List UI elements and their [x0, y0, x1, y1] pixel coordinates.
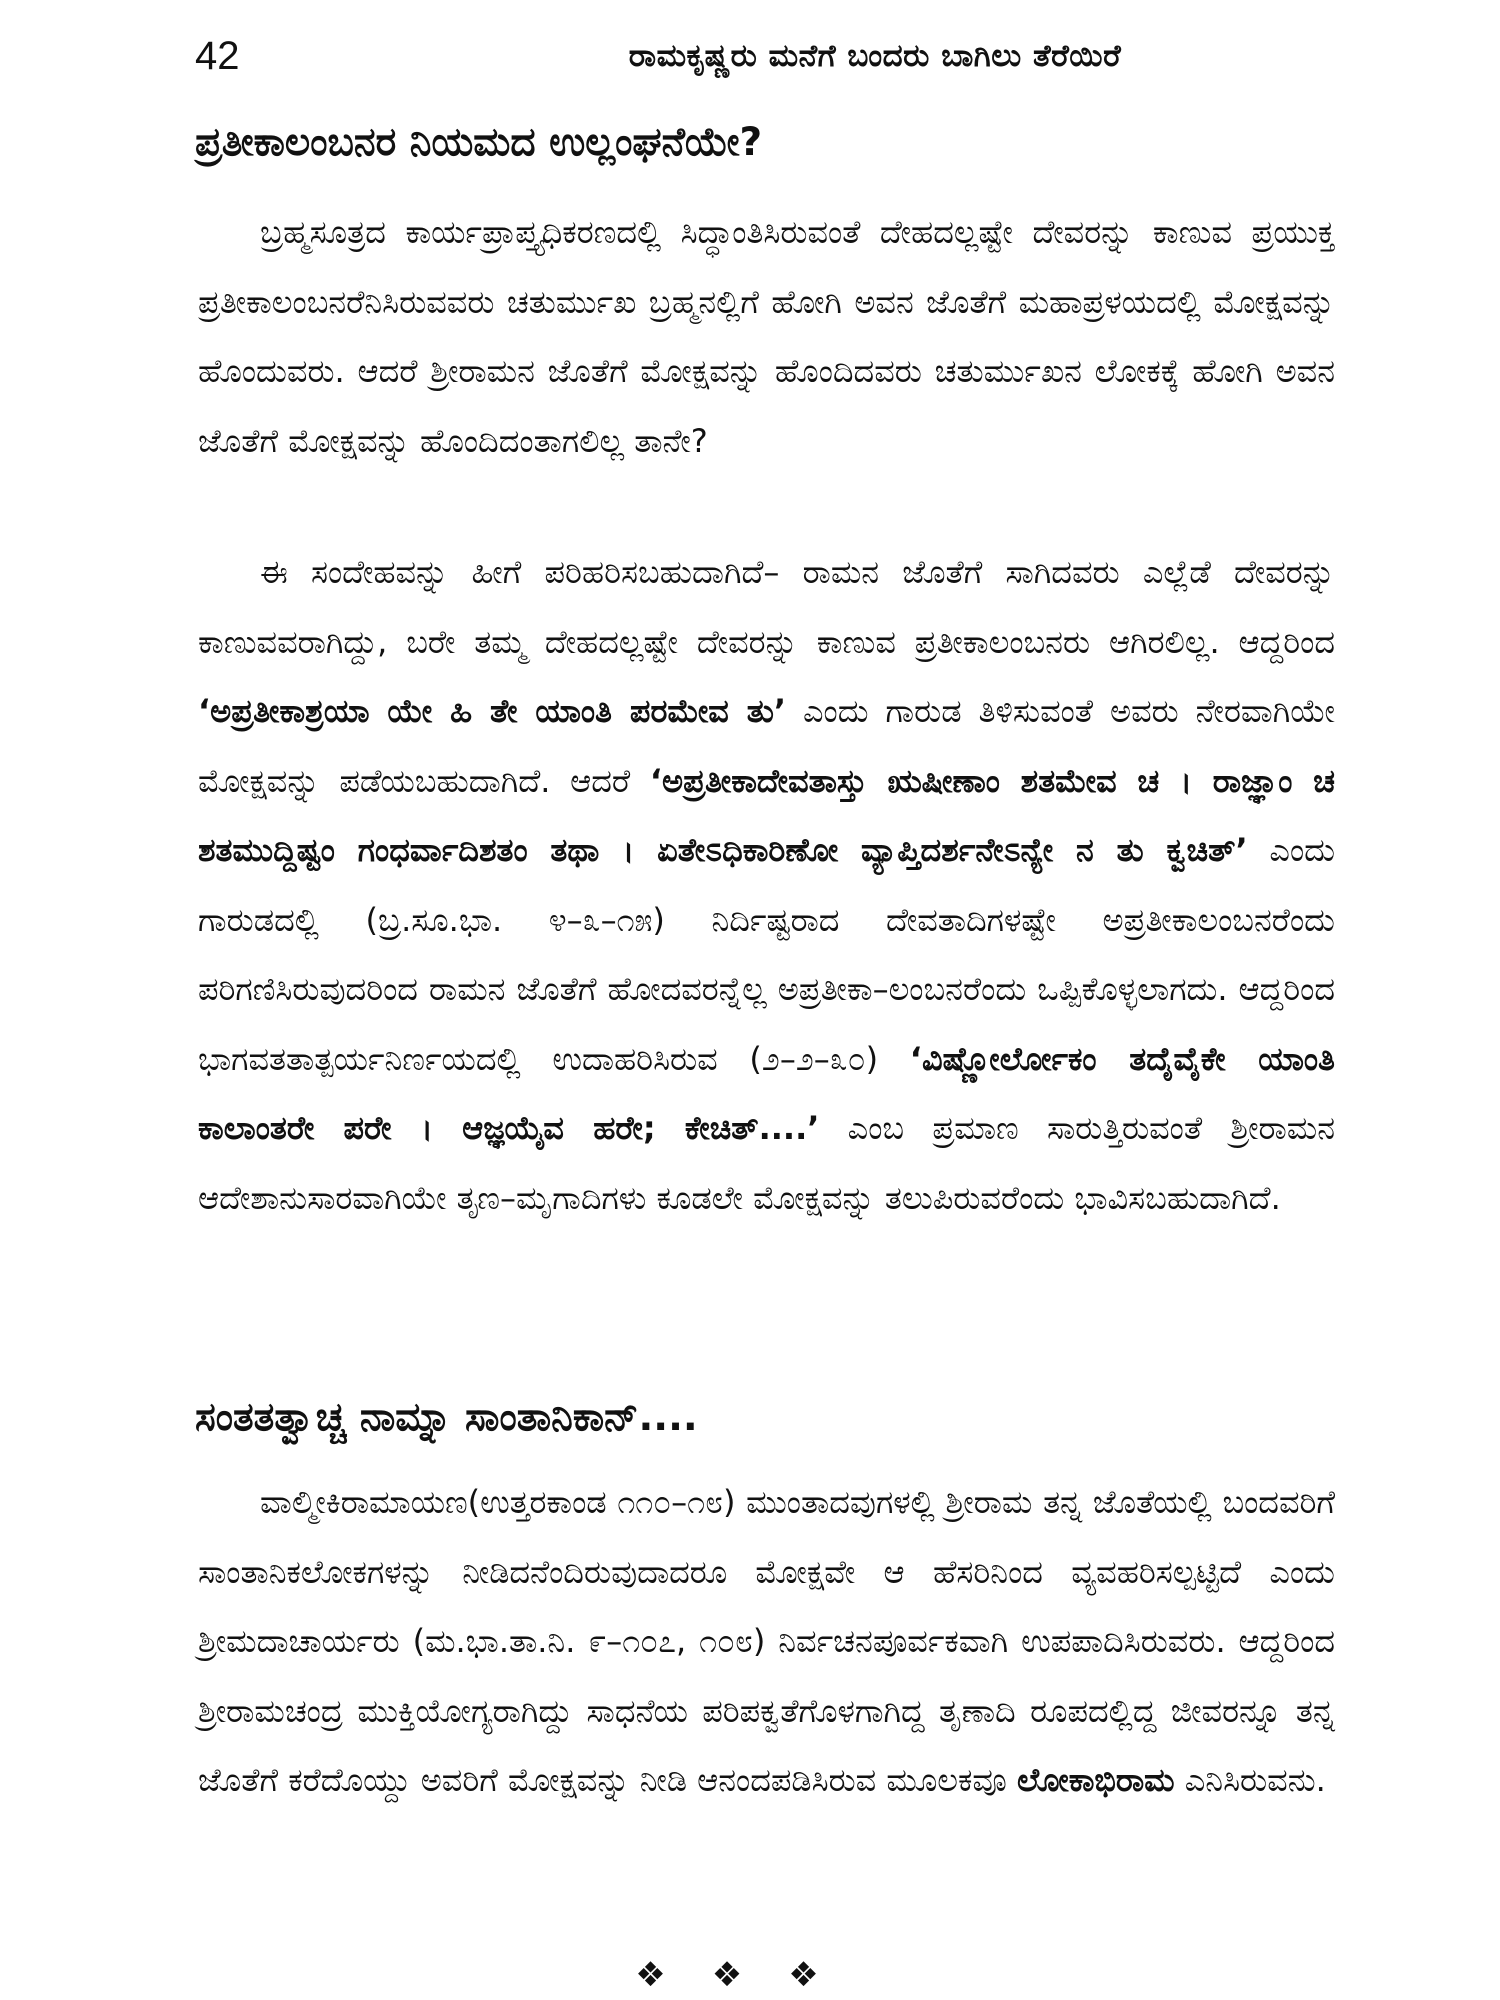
quote-apratika: ‘ಅಪ್ರತೀಕಾಶ್ರಯಾ ಯೇ ಹಿ ತೇ ಯಾಂತಿ ಪರಮೇವ ತು’ — [198, 692, 787, 730]
paragraph-2 — [198, 538, 1335, 1233]
running-title: ರಾಮಕೃಷ್ಣರು ಮನೆಗೆ ಬಂದರು ಬಾಗಿಲು ತೆರೆಯಿರೆ — [628, 38, 1122, 74]
paragraph-2-text-d: ಎಂಬ ಪ್ರಮಾಣ ಸಾರುತ್ತಿರುವಂತೆ ಶ್ರೀರಾಮನ ಆದೇಶಾನುಸಾರವಾಗಿಯೇ ತೃಣ–ಮೃಗಾದಿಗಳು ಕೂಡಲೇ ಮೋಕ್ಷವನ್ನು ತಲುಪಿರುವರೆಂದು ಭಾವಿಸಬಹುದಾಗಿದೆ. — [198, 1109, 1335, 1217]
paragraph-3 — [198, 1468, 1335, 1816]
paragraph-2-text-b: ಎಂದು ಗಾರುಡ ತಿಳಿಸುವಂತೆ ಅವರು ನೇರವಾಗಿಯೇ ಮೋಕ್ಷವನ್ನು ಪಡೆಯಬಹುದಾಗಿದೆ. ಆದರೆ — [198, 692, 1335, 800]
paragraph-2-text-c: ಎಂದು ಗಾರುಡದಲ್ಲಿ (ಬ್ರ.ಸೂ.ಭಾ. ೪–೩–೧೫) ನಿರ್ದಿಷ್ಟರಾದ ದೇವತಾದಿಗಳಷ್ಟೇ ಅಪ್ರತೀಕಾಲಂಬನರೆಂದು ಪರಿಗಣಿಸಿರುವುದರಿಂದ ರಾಮನ ಜೊತೆಗೆ ಹೋದವರನ್ನೆಲ್ಲ ಅಪ್ರತೀಕಾ–ಲಂಬನರೆಂದು ಒಪ್ಪಿಕೊಳ್ಳಲಾಗದು. ಆದ್ದರಿಂದ ಭಾಗವತತಾತ್ಪರ್ಯನಿರ್ಣಯದಲ್ಲಿ ಉದಾಹರಿಸಿರುವ (೨–೨–೩೦) — [198, 831, 1335, 1078]
quote-garuda: ‘ಅಪ್ರತೀಕಾದೇವತಾಸ್ತು ಋಷೀಣಾಂ ಶತಮೇವ ಚ । ರಾಜ್ಞಾಂ ಚ ಶತಮುದ್ದಿಷ್ಟಂ ಗಂಧರ್ವಾದಿಶತಂ ತಥಾ । ಏತೇಽಧಿಕಾರಿಣೋ ವ್ಯಾಪ್ತಿದರ್ಶನೇಽನ್ಯೇ ನ ತು ಕ್ವಚಿತ್’ — [198, 761, 1335, 869]
paragraph-3-text-a: ವಾಲ್ಮೀಕಿರಾಮಾಯಣ(ಉತ್ತರಕಾಂಡ ೧೧೦–೧೮) ಮುಂತಾದವುಗಳಲ್ಲಿ ಶ್ರೀರಾಮ ತನ್ನ ಜೊತೆಯಲ್ಲಿ ಬಂದವರಿಗೆ ಸಾಂತಾನಿಕಲೋಕಗಳನ್ನು ನೀಡಿದನೆಂದಿರುವುದಾದರೂ ಮೋಕ್ಷವೇ ಆ ಹೆಸರಿನಿಂದ ವ್ಯವಹರಿಸಲ್ಪಟ್ಟಿದೆ ಎಂದು ಶ್ರೀಮದಾಚಾರ್ಯರು (ಮ.ಭಾ.ತಾ.ನಿ. ೯–೧೦೭, ೧೦೮) ನಿರ್ವಚನಪೂರ್ವಕವಾಗಿ ಉಪಪಾದಿಸಿರುವರು. ಆದ್ದರಿಂದ ಶ್ರೀರಾಮಚಂದ್ರ ಮುಕ್ತಿಯೋಗ್ಯರಾಗಿದ್ದು ಸಾಧನೆಯ ಪರಿಪಕ್ವತೆಗೊಳಗಾಗಿದ್ದ ತೃಣಾದಿ ರೂಪದಲ್ಲಿದ್ದ ಜೀವರನ್ನೂ ತನ್ನ ಜೊತೆಗೆ ಕರೆದೊಯ್ದು ಅವರಿಗೆ ಮೋಕ್ಷವನ್ನು ನೀಡಿ ಆನಂದಪಡಿಸಿರುವ ಮೂಲಕವೂ — [198, 1483, 1335, 1799]
section-heading-2: ಸಂತತತ್ವಾಚ್ಚ ನಾಮ್ನಾ ಸಾಂತಾನಿಕಾನ್.... — [195, 1395, 698, 1440]
paragraph-1-text: ಬ್ರಹ್ಮಸೂತ್ರದ ಕಾರ್ಯಪ್ರಾಪ್ತ್ಯಧಿಕರಣದಲ್ಲಿ ಸಿದ್ಧಾಂತಿಸಿರುವಂತೆ ದೇಹದಲ್ಲಷ್ಟೇ ದೇವರನ್ನು ಕಾಣುವ ಪ್ರಯುಕ್ತ ಪ್ರತೀಕಾಲಂಬನರೆನಿಸಿರುವವರು ಚತುರ್ಮುಖ ಬ್ರಹ್ಮನಲ್ಲಿಗೆ ಹೋಗಿ ಅವನ ಜೊತೆಗೆ ಮಹಾಪ್ರಳಯದಲ್ಲಿ ಮೋಕ್ಷವನ್ನು ಹೊಂದುವರು. ಆದರೆ ಶ್ರೀರಾಮನ ಜೊತೆಗೆ ಮೋಕ್ಷವನ್ನು ಹೊಂದಿದವರು ಚತುರ್ಮುಖನ ಲೋಕಕ್ಕೆ ಹೋಗಿ ಅವನ ಜೊತೆಗೆ ಮೋಕ್ಷವನ್ನು ಹೊಂದಿದಂತಾಗಲಿಲ್ಲ ತಾನೇ? — [198, 213, 1335, 460]
paragraph-3-text-b: ಎನಿಸಿರುವನು. — [1174, 1761, 1326, 1799]
paragraph-1 — [198, 198, 1335, 476]
paragraph-2-text-a: ಈ ಸಂದೇಹವನ್ನು ಹೀಗೆ ಪರಿಹರಿಸಬಹುದಾಗಿದೆ– ರಾಮನ ಜೊತೆಗೆ ಸಾಗಿದವರು ಎಲ್ಲೆಡೆ ದೇವರನ್ನು ಕಾಣುವವರಾಗಿದ್ದು, ಬರೇ ತಮ್ಮ ದೇಹದಲ್ಲಷ್ಟೇ ದೇವರನ್ನು ಕಾಣುವ ಪ್ರತೀಕಾಲಂಬನರು ಆಗಿರಲಿಲ್ಲ. ಆದ್ದರಿಂದ — [198, 553, 1335, 661]
page-number: 42 — [195, 34, 240, 78]
running-head — [195, 30, 1335, 90]
quote-vishnu-loka: ‘ವಿಷ್ಣೋರ್ಲೋಕಂ ತದೈವೈಕೇ ಯಾಂತಿ ಕಾಲಾಂತರೇ ಪರೇ । ಆಜ್ಞಯೈವ ಹರೇ; ಕೇಚಿತ್....’ — [198, 1039, 1336, 1147]
ornament-divider: ❖❖❖ — [635, 1955, 865, 1995]
lokabhirama-term: ಲೋಕಾಭಿರಾಮ — [1017, 1761, 1175, 1799]
section-heading-1: ಪ್ರತೀಕಾಲಂಬನರ ನಿಯಮದ ಉಲ್ಲಂಘನೆಯೇ? — [195, 120, 763, 165]
